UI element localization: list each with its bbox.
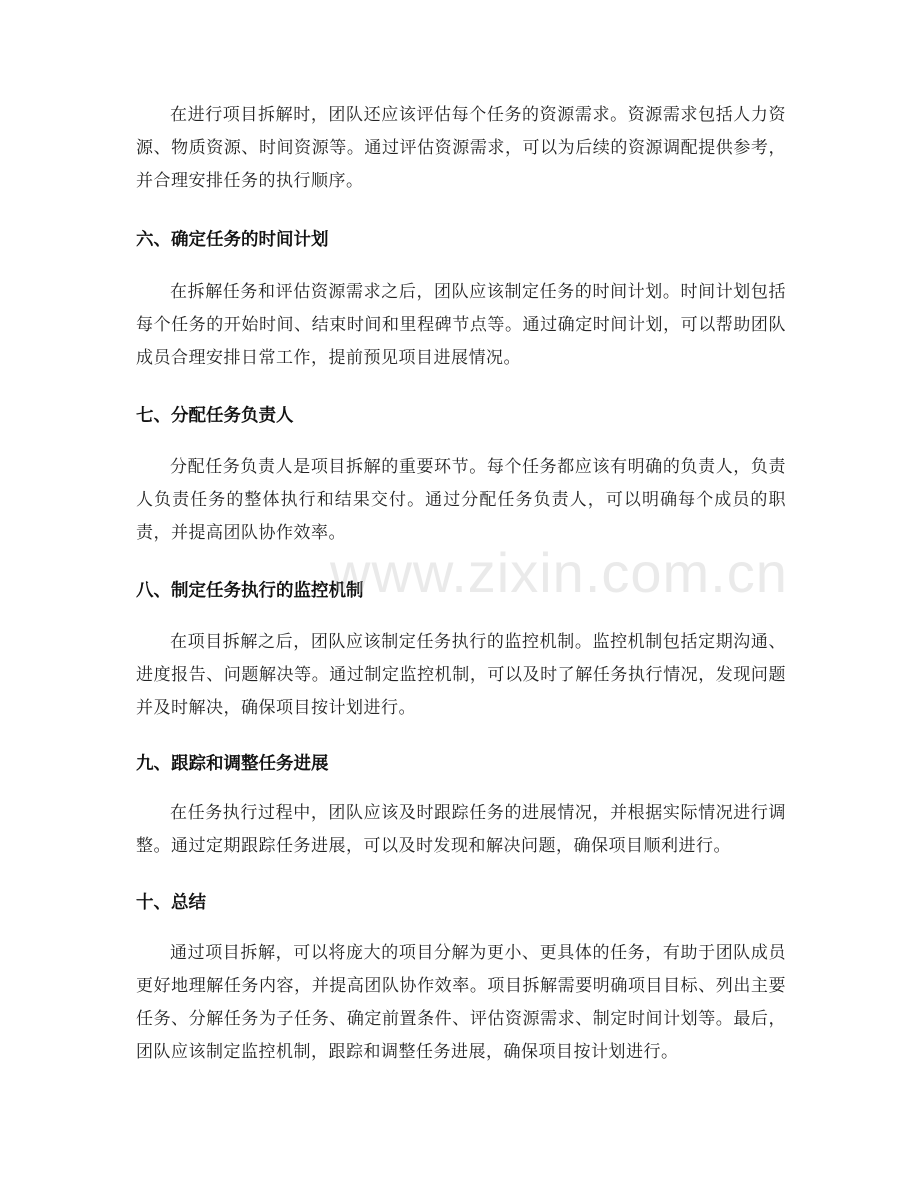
paragraph-tracking: 在任务执行过程中，团队应该及时跟踪任务的进展情况，并根据实际情况进行调整。通过定期跟踪任务进展，可以及时发现和解决问题，确保项目顺利进行。 <box>136 803 786 856</box>
heading-time-plan: 六、确定任务的时间计划 <box>136 230 329 250</box>
paragraph-time-plan: 在拆解任务和评估资源需求之后，团队应该制定任务的时间计划。时间计划包括每个任务的开始时间、结束时间和里程碑节点等。通过确定时间计划，可以帮助团队成员合理安排日常工作，提前预见项目进展情况。 <box>136 282 786 368</box>
paragraph-resource-assessment: 在进行项目拆解时，团队还应该评估每个任务的资源需求。资源需求包括人力资源、物质资源、时间资源等。通过评估资源需求，可以为后续的资源调配提供参考，并合理安排任务的执行顺序。 <box>136 105 786 191</box>
heading-monitoring: 八、制定任务执行的监控机制 <box>136 581 364 601</box>
paragraph-monitoring: 在项目拆解之后，团队应该制定任务执行的监控机制。监控机制包括定期沟通、进度报告、问题解决等。通过制定监控机制，可以及时了解任务执行情况，发现问题并及时解决，确保项目按计划进行。 <box>136 632 786 718</box>
paragraph-assign-owner: 分配任务负责人是项目拆解的重要环节。每个任务都应该有明确的负责人，负责人负责任务的整体执行和结果交付。通过分配任务负责人，可以明确每个成员的职责，并提高团队协作效率。 <box>136 457 786 543</box>
heading-assign-owner: 七、分配任务负责人 <box>136 406 294 426</box>
heading-summary: 十、总结 <box>136 893 206 913</box>
heading-tracking: 九、跟踪和调整任务进展 <box>136 754 329 774</box>
paragraph-summary: 通过项目拆解，可以将庞大的项目分解为更小、更具体的任务，有助于团队成员更好地理解任务内容，并提高团队协作效率。项目拆解需要明确项目目标、列出主要任务、分解任务为子任务、确定前置条件、评估资源需求、制定时间计划等。最后，团队应该制定监控机制，跟踪和调整任务进展，确保项目按计划进行。 <box>136 943 786 1062</box>
watermark: www.zixin.com.cn <box>330 541 788 604</box>
